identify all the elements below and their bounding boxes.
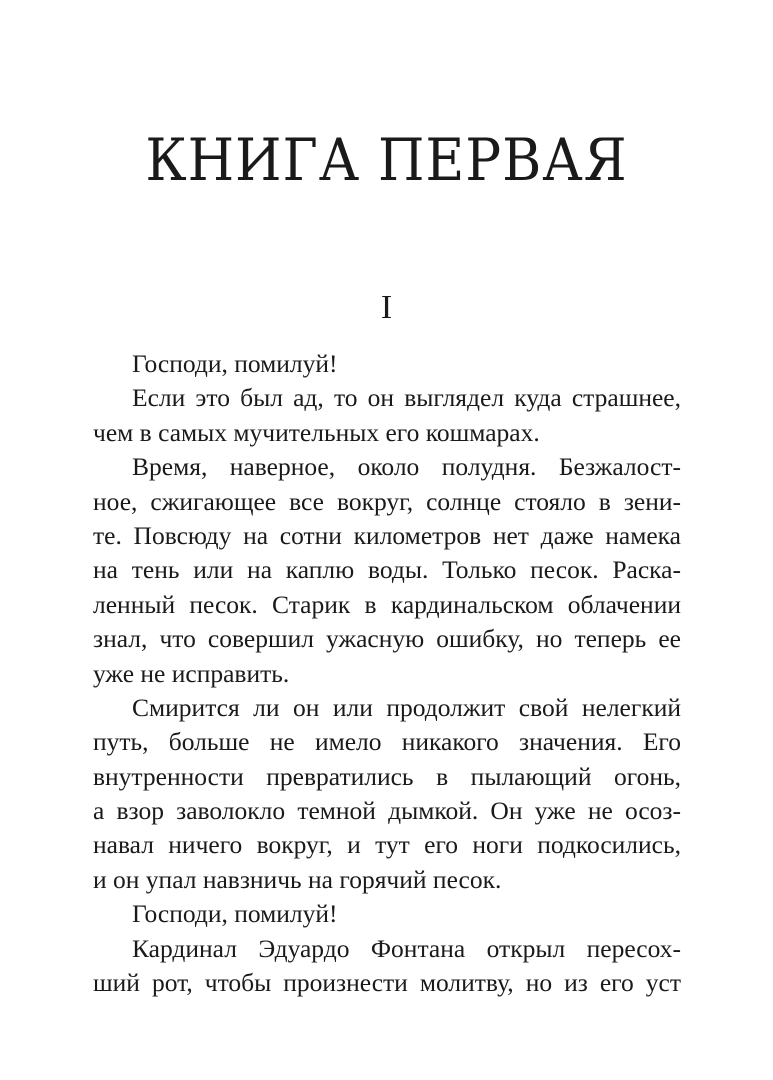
chapter-number: I [380, 289, 393, 326]
text-line: Кардинал Эдуардо Фонтана открыл пересох- [132, 933, 681, 963]
text-line: на тень или на каплю воды. Только песок. Раска- [93, 555, 681, 585]
text-line: Смирится ли он или продолжит свой нелегкий [132, 692, 681, 722]
text-line: ное, сжигающее все вокруг, солнце стояло в зени- [93, 486, 681, 516]
text-line: те. Повсюду на сотни километров нет даже намека [93, 520, 681, 550]
text-line: Господи, помилуй! [132, 349, 338, 378]
text-line: знал, что совершил ужасную ошибку, но теперь ее [93, 624, 681, 654]
body-text [93, 347, 681, 1000]
text-line: ленный песок. Старик в кардинальском облачении [93, 589, 681, 619]
book-part-title: КНИГА ПЕРВАЯ [145, 126, 628, 194]
text-line: навал ничего вокруг, и тут его ноги подкосились, [93, 830, 681, 860]
text-line: чем в самых мучительных его кошмарах. [93, 417, 540, 447]
text-line: Господи, помилуй! [132, 899, 338, 929]
text-line: уже не исправить. [93, 658, 290, 688]
text-line: ший рот, чтобы произнести молитву, но из его уст [93, 968, 681, 998]
text-line: а взор заволокло темной дымкой. Он уже не осоз- [93, 796, 681, 826]
text-line: внутренности превратились в пылающий огонь, [93, 761, 681, 791]
text-line: Если это был ад, то он выглядел куда страшнее, [132, 383, 681, 413]
text-line: Время, наверное, около полудня. Безжалост- [132, 452, 681, 482]
text-line: путь, больше не имело никакого значения. Его [93, 727, 681, 757]
text-line: и он упал навзничь на горячий песок. [93, 864, 502, 894]
